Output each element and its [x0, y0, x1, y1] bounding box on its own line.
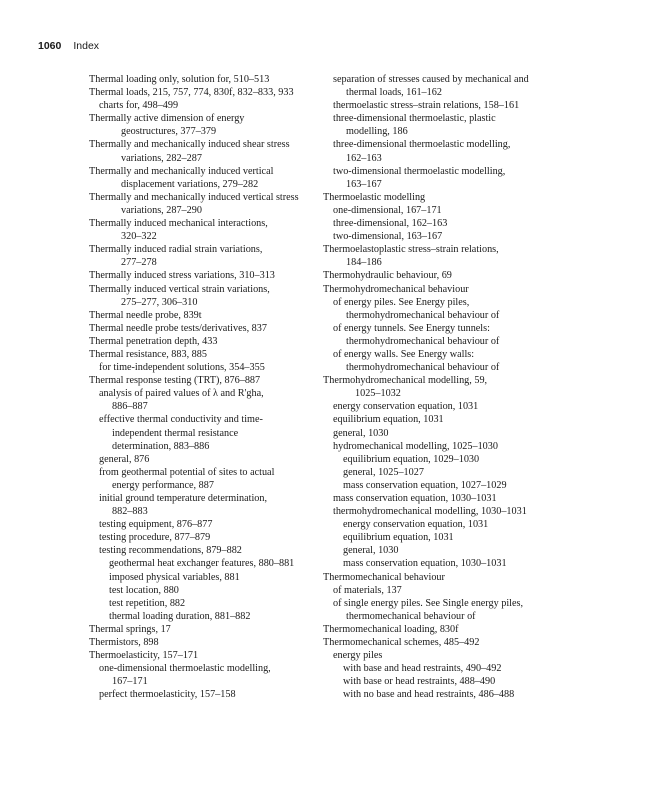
index-entry: Thermally induced radial strain variations,: [89, 244, 263, 256]
index-subentry: variations, 282–287: [121, 152, 202, 164]
index-subentry: thermohydromechanical behaviour of: [346, 309, 500, 321]
index-subentry: with no base and head restraints, 486–488: [343, 689, 515, 701]
index-subentry: charts for, 498–499: [99, 100, 179, 112]
index-subentry: 320–322: [121, 231, 157, 243]
index-subentry: three-dimensional thermoelastic, plastic: [333, 113, 496, 125]
index-subentry: equilibrium equation, 1031: [333, 414, 444, 426]
index-entry: Thermoelastoplastic stress–strain relations,: [323, 244, 499, 256]
index-subentry: one-dimensional, 167–171: [333, 204, 442, 216]
index-entry: Thermal loading only, solution for, 510–513: [89, 74, 270, 85]
index-subentry: general, 1025–1027: [343, 466, 424, 478]
index-subentry: of energy walls. See Energy walls:: [333, 348, 475, 360]
page-header: [38, 40, 99, 52]
index-subentry: of single energy piles. See Single energy piles,: [333, 597, 524, 609]
index-subentry: effective thermal conductivity and time-: [99, 414, 263, 426]
index-subentry: energy conservation equation, 1031: [343, 519, 489, 531]
index-subentry: modelling, 186: [346, 126, 408, 138]
index-entry: Thermal resistance, 883, 885: [89, 348, 207, 360]
index-entry: Thermomechanical loading, 830f: [323, 623, 459, 635]
index-subentry: test location, 880: [109, 584, 179, 596]
index-subentry: displacement variations, 279–282: [121, 178, 259, 190]
index-subentry: imposed physical variables, 881: [109, 571, 240, 583]
index-entry: Thermally and mechanically induced vertical: [89, 165, 274, 177]
index-subentry: geothermal heat exchanger features, 880–881: [109, 558, 295, 570]
index-subentry: general, 1030: [343, 545, 399, 557]
index-entry: Thermal needle probe tests/derivatives, 837: [89, 322, 267, 334]
index-subentry: of materials, 137: [333, 584, 402, 596]
index-entry: Thermoelastic modelling: [323, 191, 426, 203]
index-subentry: energy piles: [333, 650, 383, 662]
index-entry: Thermoelasticity, 157–171: [89, 650, 199, 662]
index-subentry: 162–163: [346, 152, 382, 164]
index-subentry: general, 876: [99, 453, 150, 465]
index-subentry: analysis of paired values of λ and R'gha,: [99, 388, 264, 400]
index-subentry: equilibrium equation, 1031: [343, 532, 454, 544]
index-entry: Thermal response testing (TRT), 876–887: [89, 375, 261, 387]
index-entry: Thermal springs, 17: [89, 623, 171, 635]
index-entry: Thermally induced stress variations, 310–313: [89, 270, 275, 282]
index-subentry: 1025–1032: [355, 388, 401, 400]
index-column-right: [323, 73, 549, 702]
index-subentry: of energy tunnels. See Energy tunnels:: [333, 322, 490, 334]
index-subentry: with base or head restraints, 488–490: [343, 676, 496, 688]
index-subentry: mass conservation equation, 1027–1029: [343, 479, 507, 491]
index-subentry: 882–883: [112, 506, 148, 518]
index-subentry: determination, 883–886: [112, 440, 210, 452]
index-subentry: test repetition, 882: [109, 597, 186, 609]
index-subentry: 167–171: [112, 676, 148, 688]
index-subentry: two-dimensional thermoelastic modelling,: [333, 165, 506, 177]
index-entry: Thermal penetration depth, 433: [89, 335, 218, 347]
index-subentry: 886–887: [112, 401, 148, 413]
index-subentry: testing recommendations, 879–882: [99, 545, 242, 557]
index-subentry: mass conservation equation, 1030–1031: [333, 493, 497, 504]
index-entry: Thermistors, 898: [89, 637, 159, 649]
index-subentry: geostructures, 377–379: [121, 126, 217, 138]
index-entry: Thermomechanical schemes, 485–492: [323, 637, 480, 649]
index-subentry: one-dimensional thermoelastic modelling,: [99, 663, 271, 675]
index-subentry: 163–167: [346, 178, 382, 190]
index-subentry: energy performance, 887: [112, 479, 214, 491]
index-column-left: [89, 73, 321, 702]
index-entry: Thermal needle probe, 839t: [89, 309, 202, 321]
index-subentry: 184–186: [346, 257, 382, 269]
index-subentry: two-dimensional, 163–167: [333, 231, 443, 243]
index-subentry: perfect thermoelasticity, 157–158: [99, 689, 236, 701]
index-subentry: thermomechanical behaviour of: [346, 610, 476, 622]
index-subentry: testing equipment, 876–877: [99, 519, 213, 531]
index-subentry: with base and head restraints, 490–492: [343, 663, 502, 675]
index-entry: Thermohydromechanical modelling, 59,: [323, 375, 488, 387]
index-subentry: equilibrium equation, 1029–1030: [343, 453, 480, 465]
index-subentry: 275–277, 306–310: [121, 296, 198, 308]
page-number: 1060: [38, 40, 62, 52]
index-subentry: general, 1030: [333, 427, 389, 439]
index-entry: Thermally induced mechanical interactions,: [89, 218, 268, 230]
index-subentry: 277–278: [121, 257, 157, 269]
index-subentry: for time-independent solutions, 354–355: [99, 362, 265, 374]
index-entry: Thermally and mechanically induced vertical stress: [89, 191, 299, 203]
index-subentry: thermohydromechanical behaviour of: [346, 335, 500, 347]
index-entry: Thermally active dimension of energy: [89, 113, 245, 125]
index-entry: Thermal loads, 215, 757, 774, 830f, 832–833, 933: [89, 87, 294, 99]
index-subentry: from geothermal potential of sites to actual: [99, 466, 275, 478]
index-subentry: thermohydromechanical modelling, 1030–1031: [333, 506, 527, 518]
index-subentry: three-dimensional thermoelastic modelling,: [333, 139, 511, 151]
index-subentry: variations, 287–290: [121, 204, 202, 216]
index-subentry: mass conservation equation, 1030–1031: [343, 558, 507, 570]
index-subentry: thermal loads, 161–162: [346, 87, 442, 99]
index-subentry: separation of stresses caused by mechanical and: [333, 74, 529, 85]
index-subentry: thermal loading duration, 881–882: [109, 610, 251, 622]
index-entry: Thermally and mechanically induced shear stress: [89, 139, 290, 151]
index-subentry: hydromechanical modelling, 1025–1030: [333, 440, 498, 452]
index-entry: Thermohydraulic behaviour, 69: [323, 270, 452, 282]
index-entry: Thermohydromechanical behaviour: [323, 283, 469, 295]
index-entry: Thermally induced vertical strain variations,: [89, 283, 270, 295]
index-subentry: three-dimensional, 162–163: [333, 218, 448, 230]
index-subentry: thermohydromechanical behaviour of: [346, 362, 500, 374]
index-subentry: testing procedure, 877–879: [99, 532, 211, 544]
index-subentry: energy conservation equation, 1031: [333, 401, 479, 413]
index-subentry: initial ground temperature determination,: [99, 493, 268, 504]
index-subentry: of energy piles. See Energy piles,: [333, 296, 470, 308]
index-entry: Thermomechanical behaviour: [323, 571, 445, 583]
index-subentry: thermoelastic stress–strain relations, 158–161: [333, 100, 520, 112]
section-title: Index: [73, 40, 100, 52]
index-subentry: independent thermal resistance: [112, 427, 239, 439]
